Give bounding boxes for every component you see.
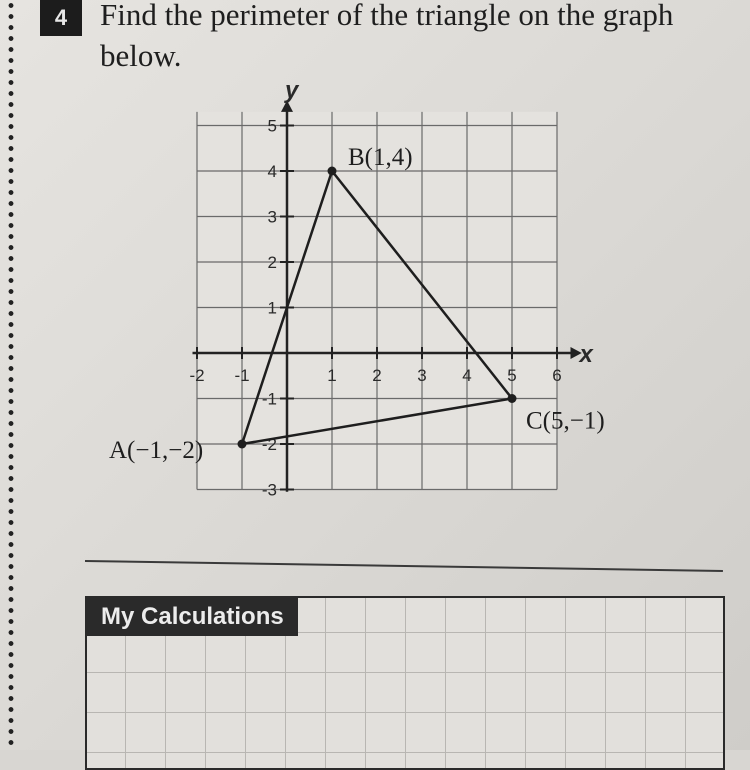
y-tick-label: -1 [261,389,277,409]
y-tick-label: 5 [267,116,277,136]
x-tick-label: 4 [462,366,472,385]
x-tick-label: 2 [372,366,382,385]
question-text: Find the perimeter of the triangle on the graph below. [100,0,674,73]
x-tick-label: 3 [417,366,427,385]
x-tick-label: 6 [552,366,562,385]
x-tick-label: -2 [189,366,205,385]
vertex-dot-c [508,394,517,403]
vertex-dot-b [328,167,337,176]
y-tick-label: 2 [267,253,277,272]
question-number-badge: 4 [40,0,82,36]
x-tick-label: 5 [507,366,517,385]
y-tick-label: 1 [267,298,277,318]
x-axis-label: x [579,341,593,368]
y-tick-label: -3 [261,480,277,500]
y-axis-label: y [285,76,299,104]
vertex-dot-a [238,440,247,449]
my-calculations-title: My Calculations [87,598,298,636]
my-calculations-box[interactable] [85,596,725,770]
point-label-b: B(1,4) [348,144,413,171]
x-tick-label: 1 [327,366,337,385]
point-label-a: A(−1,−2) [109,437,204,464]
point-label-c: C(5,−1) [526,407,605,435]
y-tick-label: 3 [267,207,277,227]
x-tick-label: -1 [234,366,250,385]
y-tick-label: -2 [261,435,277,454]
y-tick-label: 4 [267,162,277,181]
